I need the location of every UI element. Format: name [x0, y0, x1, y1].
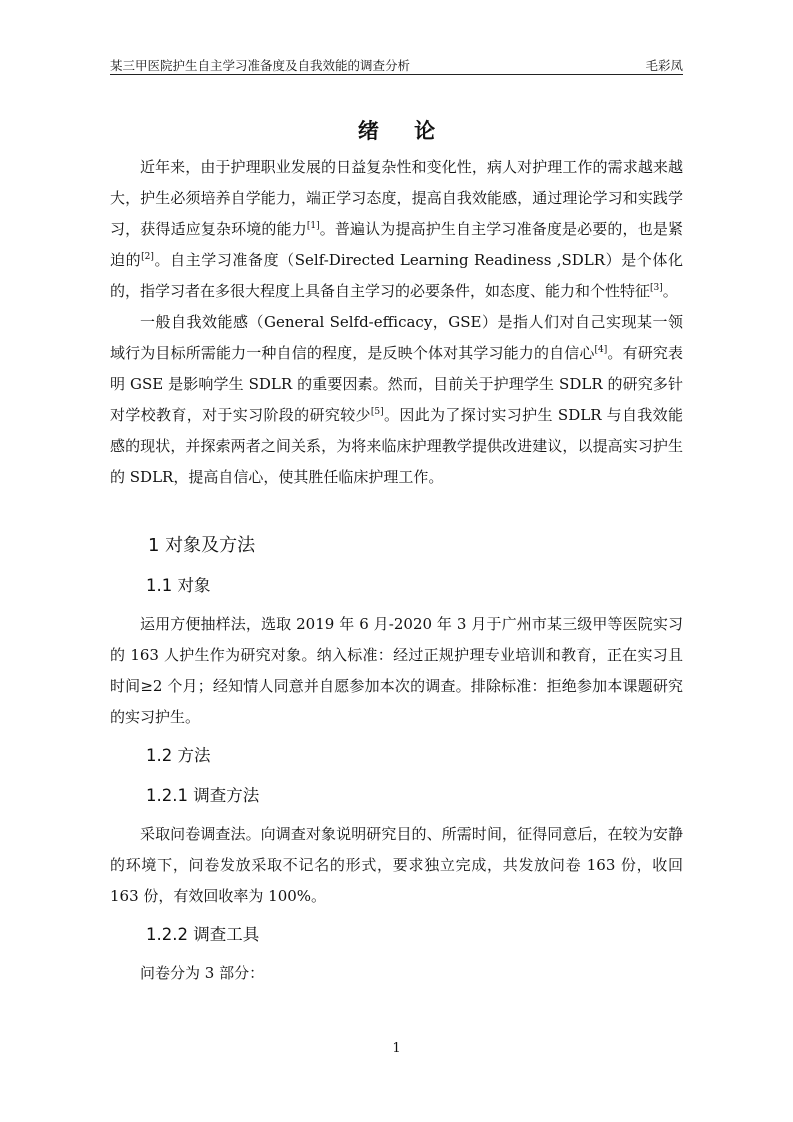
section-1-2-2-paragraph: 问卷分为 3 部分： [140, 964, 265, 982]
citation-3: [3] [650, 283, 663, 293]
citation-1: [1] [306, 221, 320, 231]
section-1-1-heading: 1.1 对象 [146, 576, 211, 595]
intro-heading: 绪 论 [357, 118, 450, 143]
section-1-2-1-paragraph: 采取问卷调查法。向调查对象说明研究目的、所需时间，征得同意后，在较为安静的环境下，问卷发放采取不记名的形式，要求独立完成，共发放问卷 163 份，收回 163 份，有效回收率为 100%。 [110, 825, 683, 905]
running-header-author: 毛彩凤 [645, 58, 683, 73]
section-1-heading: 1 对象及方法 [148, 535, 256, 556]
running-header [110, 54, 683, 74]
page-number: 1 [392, 1041, 401, 1056]
header-rule [110, 74, 683, 75]
citation-5: [5] [370, 407, 384, 417]
citation-2: [2] [141, 252, 154, 262]
citation-4: [4] [594, 345, 608, 355]
section-1-2-2-heading: 1.2.2 调查工具 [146, 925, 260, 944]
section-1-2-1-heading: 1.2.1 调查方法 [146, 786, 260, 805]
section-1-1-paragraph: 运用方便抽样法，选取 2019 年 6 月-2020 年 3 月于广州市某三级甲等医院实习的 163 人护生作为研究对象。纳入标准：经过正规护理专业培训和教育，正在实习且时间≥2 个月；经知情人同意并自愿参加本次的调查。排除标准：拒绝参加本课题研究的实习护生。 [110, 615, 683, 726]
document-body [110, 116, 683, 989]
section-1-2-heading: 1.2 方法 [146, 746, 211, 765]
intro-paragraph-1: 近年来，由于护理职业发展的日益复杂性和变化性，病人对护理工作的需求越来越大，护生必须培养自学能力，端正学习态度，提高自我效能感，通过理论学习和实践学习，获得适应复杂环境的能力[1]。普遍认为提高护生自主学习准备度是必要的，也是紧迫的[2]。自主学习准备度（Self-Directed Learning Readiness ,SDLR）是个体化的，指学习者在多很大程度上具备自主学习的必要条件，如态度、能力和个性特征[3]。 [110, 158, 683, 300]
intro-paragraph-2: 一般自我效能感（General Selfd-efficacy，GSE）是指人们对自己实现某一领域行为目标所需能力一种自信的程度，是反映个体对其学习能力的自信心[4]。有研究表明 GSE 是影响学生 SDLR 的重要因素。然而，目前关于护理学生 SDLR 的研究多针对学校教育，对于实习阶段的研究较少[5]。因此为了探讨实习护生 SDLR 与自我效能感的现状，并探索两者之间关系，为将来临床护理教学提供改进建议，以提高实习护生的 SDLR，提高自信心，使其胜任临床护理工作。 [110, 313, 683, 486]
running-header-title: 某三甲医院护生自主学习准备度及自我效能的调查分析 [110, 58, 411, 73]
